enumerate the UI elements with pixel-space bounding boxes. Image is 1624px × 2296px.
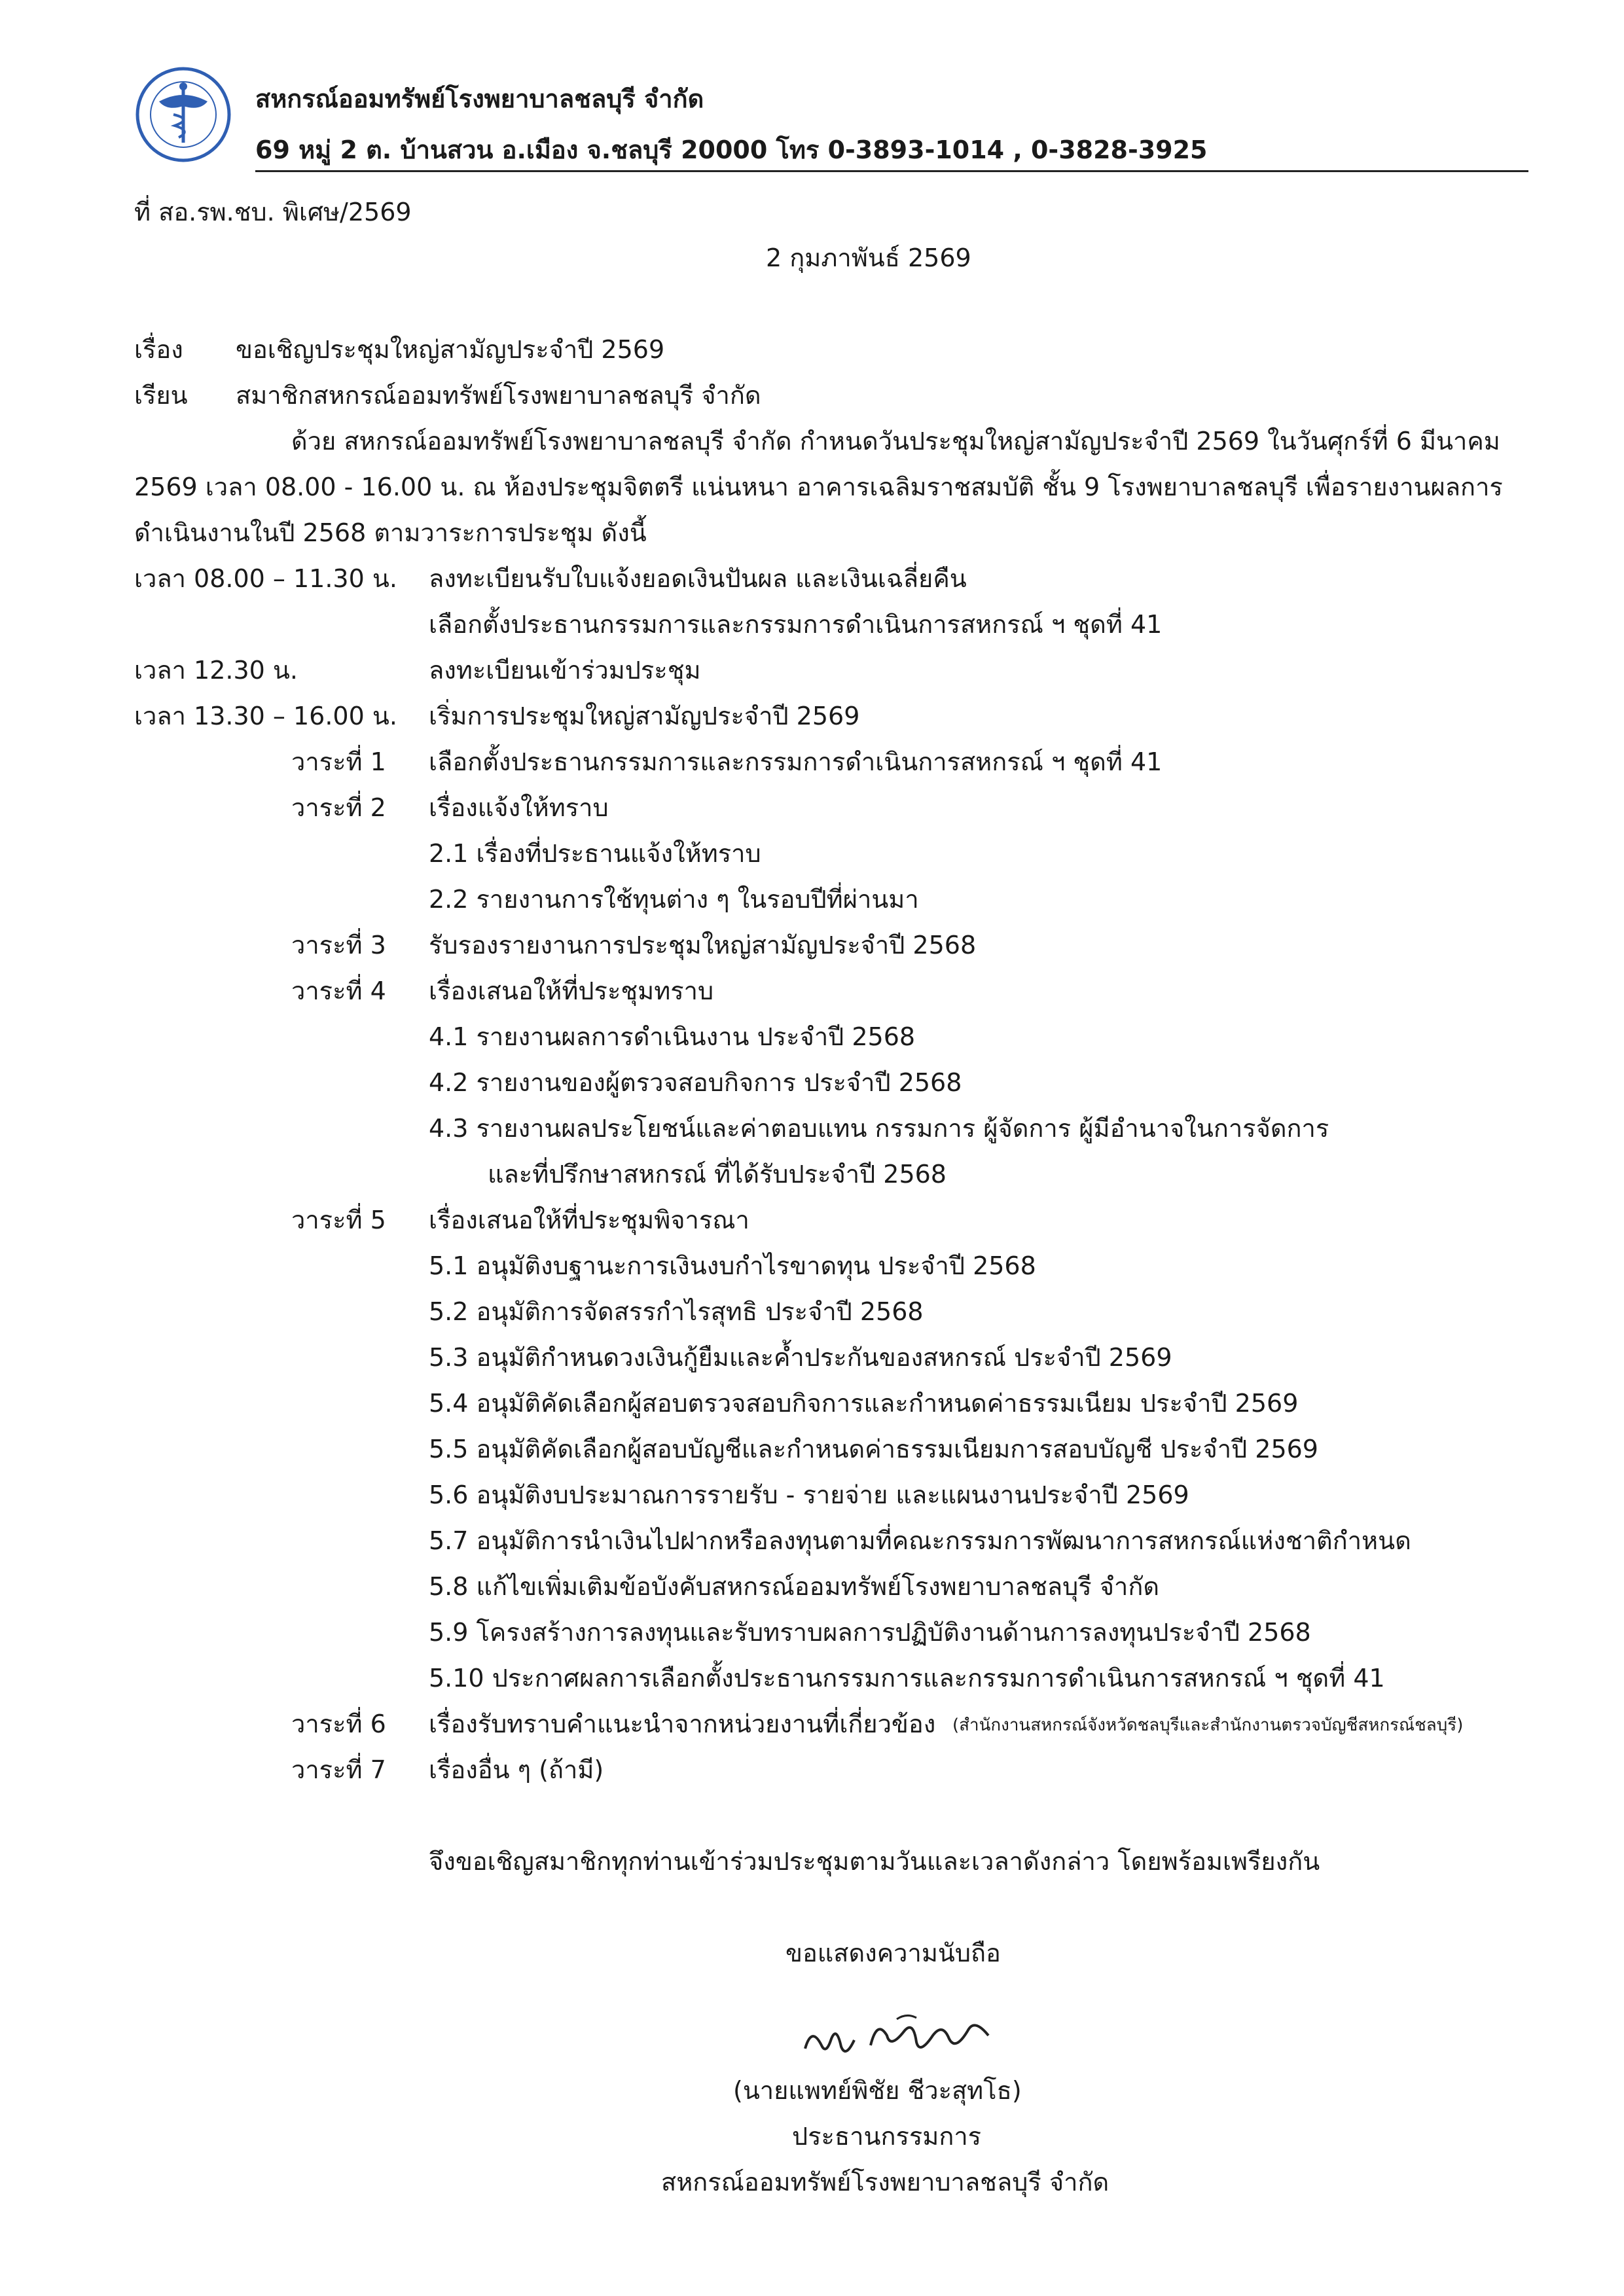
body-paragraph-line: ดำเนินงานในปี 2568 ตามวาระการประชุม ดังนี้ [134, 518, 647, 547]
subject-label: เรื่อง [134, 335, 183, 364]
agenda-note: (สำนักงานสหกรณ์จังหวัดชลบุรีและสำนักงานตรวจบัญชีสหกรณ์ชลบุรี) [952, 1715, 1464, 1735]
reference-number: ที่ สอ.รพ.ชบ. พิเศษ/2569 [134, 198, 412, 226]
schedule-activity: เลือกตั้งประธานกรรมการและกรรมการดำเนินการสหกรณ์ ฯ ชุดที่ 41 [429, 610, 1163, 639]
header-divider [255, 170, 1528, 172]
signatory-name: (นายแพทย์พิชัย ชีวะสุทโธ) [733, 2076, 1022, 2105]
agenda-title: เรื่องอื่น ๆ (ถ้ามี) [429, 1755, 604, 1784]
schedule-activity: ลงทะเบียนรับใบแจ้งยอดเงินปันผล และเงินเฉลี่ยคืน [429, 564, 967, 593]
agenda-label: วาระที่ 6 [291, 1710, 386, 1738]
cooperative-logo-icon [134, 65, 232, 164]
agenda-sub-item-continuation: และที่ปรึกษาสหกรณ์ ที่ได้รับประจำปี 2568 [488, 1160, 947, 1189]
recipient-text: สมาชิกสหกรณ์ออมทรัพย์โรงพยาบาลชลบุรี จำกัด [236, 381, 761, 410]
agenda-label: วาระที่ 5 [291, 1206, 386, 1234]
schedule-time: เวลา 12.30 น. [134, 656, 298, 685]
organization-address: 69 หมู่ 2 ต. บ้านสวน อ.เมือง จ.ชลบุรี 20000 โทร 0-3893-1014 , 0-3828-3925 [255, 135, 1208, 164]
agenda-sub-item: 5.4 อนุมัติคัดเลือกผู้สอบตรวจสอบกิจการและกำหนดค่าธรรมเนียม ประจำปี 2569 [429, 1389, 1299, 1418]
agenda-title: เรื่องรับทราบคำแนะนำจากหน่วยงานที่เกี่ยวข้อง [429, 1710, 936, 1738]
agenda-label: วาระที่ 2 [291, 793, 386, 822]
subject-text: ขอเชิญประชุมใหญ่สามัญประจำปี 2569 [236, 335, 665, 364]
signature [792, 2000, 1008, 2072]
schedule-activity: เริ่มการประชุมใหญ่สามัญประจำปี 2569 [429, 702, 860, 730]
agenda-sub-item: 4.2 รายงานของผู้ตรวจสอบกิจการ ประจำปี 2568 [429, 1068, 962, 1097]
agenda-title: เรื่องเสนอให้ที่ประชุมพิจารณา [429, 1206, 749, 1234]
agenda-label: วาระที่ 7 [291, 1755, 386, 1784]
agenda-sub-item: 5.7 อนุมัติการนำเงินไปฝากหรือลงทุนตามที่คณะกรรมการพัฒนาการสหกรณ์แห่งชาติกำหนด [429, 1526, 1411, 1555]
agenda-sub-item: 5.9 โครงสร้างการลงทุนและรับทราบผลการปฏิบัติงานด้านการลงทุนประจำปี 2568 [429, 1618, 1311, 1647]
agenda-label: วาระที่ 1 [291, 747, 386, 776]
agenda-label: วาระที่ 4 [291, 977, 386, 1005]
agenda-label: วาระที่ 3 [291, 931, 386, 960]
letter-date: 2 กุมภาพันธ์ 2569 [766, 243, 971, 272]
agenda-sub-item: 5.5 อนุมัติคัดเลือกผู้สอบบัญชีและกำหนดค่าธรรมเนียมการสอบบัญชี ประจำปี 2569 [429, 1435, 1318, 1463]
schedule-activity: ลงทะเบียนเข้าร่วมประชุม [429, 656, 701, 685]
recipient-label: เรียน [134, 381, 188, 410]
agenda-sub-item: 5.3 อนุมัติกำหนดวงเงินกู้ยืมและค้ำประกันของสหกรณ์ ประจำปี 2569 [429, 1343, 1172, 1372]
agenda-sub-item: 5.8 แก้ไขเพิ่มเติมข้อบังคับสหกรณ์ออมทรัพย์โรงพยาบาลชลบุรี จำกัด [429, 1572, 1160, 1601]
closing-statement: จึงขอเชิญสมาชิกทุกท่านเข้าร่วมประชุมตามวันและเวลาดังกล่าว โดยพร้อมเพรียงกัน [429, 1847, 1320, 1876]
regards-line: ขอแสดงความนับถือ [785, 1939, 1001, 1967]
schedule-time: เวลา 13.30 – 16.00 น. [134, 702, 397, 730]
agenda-sub-item: 5.2 อนุมัติการจัดสรรกำไรสุทธิ ประจำปี 2568 [429, 1297, 924, 1326]
signatory-organization: สหกรณ์ออมทรัพย์โรงพยาบาลชลบุรี จำกัด [661, 2168, 1110, 2197]
organization-name: สหกรณ์ออมทรัพย์โรงพยาบาลชลบุรี จำกัด [255, 84, 704, 113]
agenda-sub-item: 4.1 รายงานผลการดำเนินงาน ประจำปี 2568 [429, 1022, 916, 1051]
agenda-sub-item: 5.10 ประกาศผลการเลือกตั้งประธานกรรมการและกรรมการดำเนินการสหกรณ์ ฯ ชุดที่ 41 [429, 1664, 1385, 1693]
body-paragraph-line: 2569 เวลา 08.00 - 16.00 น. ณ ห้องประชุมจิตตรี แน่นหนา อาคารเฉลิมราชสมบัติ ชั้น 9 โรงพยาบาลชลบุรี เพื่อรายงานผลการ [134, 473, 1503, 501]
agenda-title: เรื่องแจ้งให้ทราบ [429, 793, 609, 822]
agenda-title: เลือกตั้งประธานกรรมการและกรรมการดำเนินการสหกรณ์ ฯ ชุดที่ 41 [429, 747, 1163, 776]
schedule-time: เวลา 08.00 – 11.30 น. [134, 564, 397, 593]
agenda-sub-item: 2.2 รายงานการใช้ทุนต่าง ๆ ในรอบปีที่ผ่านมา [429, 885, 919, 914]
agenda-sub-item: 2.1 เรื่องที่ประธานแจ้งให้ทราบ [429, 839, 761, 868]
agenda-sub-item: 4.3 รายงานผลประโยชน์และค่าตอบแทน กรรมการ ผู้จัดการ ผู้มีอำนาจในการจัดการ [429, 1114, 1329, 1143]
body-paragraph-line: ด้วย สหกรณ์ออมทรัพย์โรงพยาบาลชลบุรี จำกัด กำหนดวันประชุมใหญ่สามัญประจำปี 2569 ในวันศุกร์ที่ 6 มีนาคม [291, 427, 1500, 456]
agenda-title: เรื่องเสนอให้ที่ประชุมทราบ [429, 977, 714, 1005]
agenda-sub-item: 5.1 อนุมัติงบฐานะการเงินงบกำไรขาดทุน ประจำปี 2568 [429, 1251, 1036, 1280]
agenda-sub-item: 5.6 อนุมัติงบประมาณการรายรับ - รายจ่าย และแผนงานประจำปี 2569 [429, 1480, 1189, 1509]
agenda-title: รับรองรายงานการประชุมใหญ่สามัญประจำปี 2568 [429, 931, 977, 960]
signatory-position: ประธานกรรมการ [792, 2122, 982, 2151]
